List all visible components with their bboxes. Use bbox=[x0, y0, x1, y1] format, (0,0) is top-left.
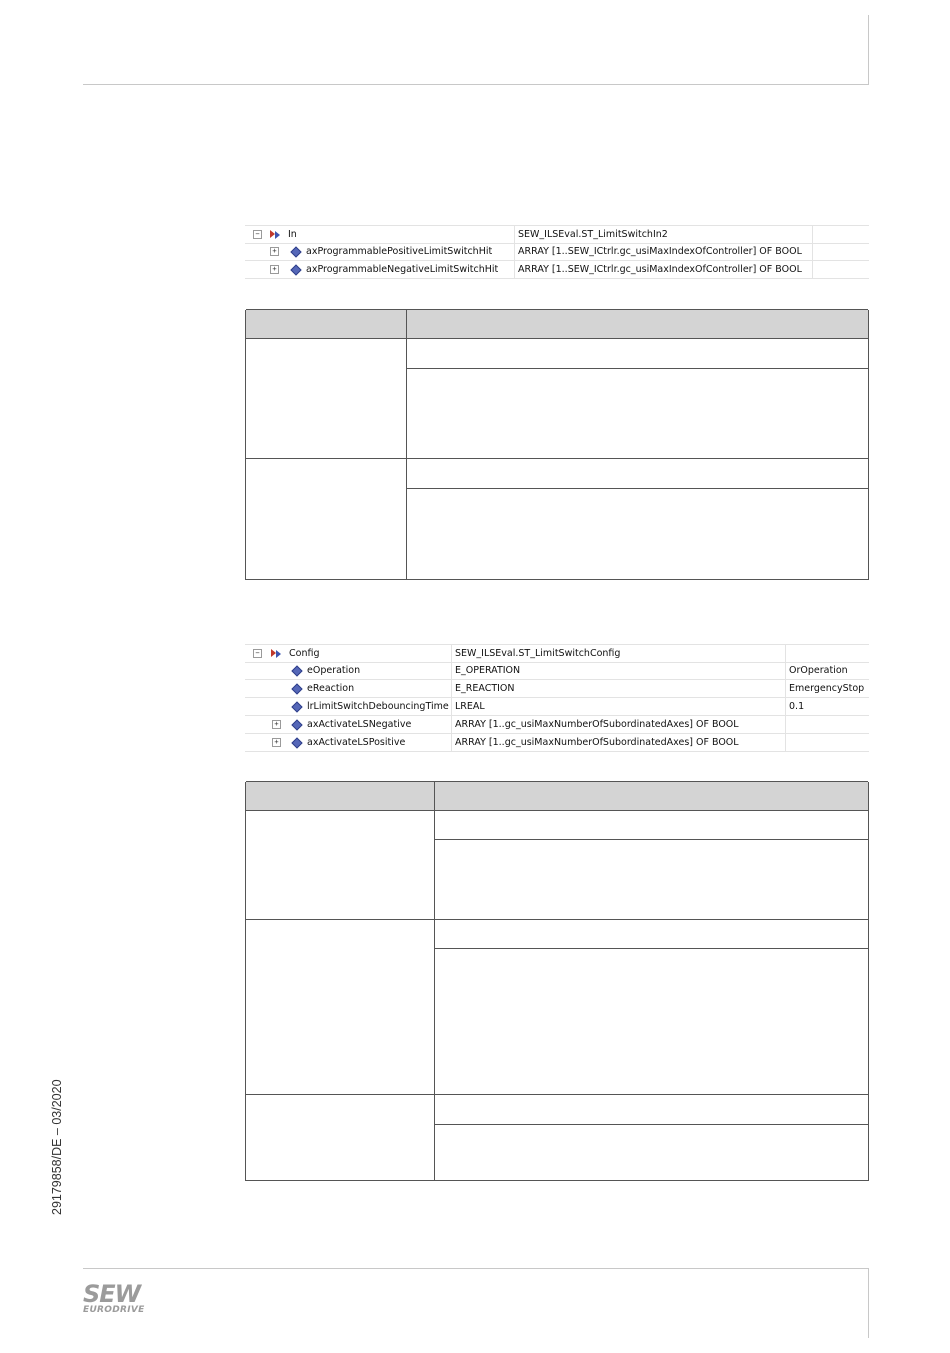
variable-name: axProgrammablePositiveLimitSwitchHit bbox=[306, 246, 493, 257]
row-divider bbox=[246, 919, 868, 920]
footer-rule bbox=[83, 1268, 869, 1269]
input-description-table bbox=[245, 310, 869, 580]
variable-type: SEW_ILSEval.ST_LimitSwitchIn2 bbox=[518, 229, 668, 240]
sew-eurodrive-logo bbox=[83, 1280, 145, 1315]
tree-row[interactable] bbox=[245, 698, 869, 716]
input-variable-tree bbox=[245, 225, 869, 279]
tree-row[interactable] bbox=[245, 243, 869, 261]
variable-icon bbox=[290, 246, 301, 257]
tree-row[interactable] bbox=[245, 261, 869, 279]
variable-name: eReaction bbox=[307, 683, 355, 694]
variable-name: Config bbox=[289, 648, 320, 659]
logo-main-text: SEW bbox=[83, 1280, 141, 1308]
table-header bbox=[246, 781, 868, 811]
footer-side-rule bbox=[868, 1268, 869, 1338]
variable-icon bbox=[291, 665, 302, 676]
tree-row[interactable] bbox=[245, 662, 869, 680]
collapse-icon[interactable]: − bbox=[253, 649, 262, 658]
variable-type: LREAL bbox=[455, 701, 485, 712]
variable-value: EmergencyStop bbox=[789, 683, 865, 694]
variable-icon bbox=[291, 719, 302, 730]
struct-icon bbox=[269, 229, 281, 240]
variable-type: ARRAY [1..gc_usiMaxNumberOfSubordinatedAxes] OF BOOL bbox=[455, 719, 739, 730]
variable-icon bbox=[291, 737, 302, 748]
tree-row[interactable] bbox=[245, 644, 869, 663]
header-rule bbox=[83, 84, 869, 85]
column-divider bbox=[434, 782, 435, 1180]
config-variable-tree bbox=[245, 644, 869, 752]
struct-icon bbox=[270, 648, 282, 659]
tree-row[interactable] bbox=[245, 734, 869, 752]
variable-type: SEW_ILSEval.ST_LimitSwitchConfig bbox=[455, 648, 621, 659]
config-description-table bbox=[245, 782, 869, 1181]
row-divider bbox=[434, 839, 868, 840]
expand-icon[interactable]: + bbox=[270, 265, 279, 274]
variable-name: axProgrammableNegativeLimitSwitchHit bbox=[306, 264, 499, 275]
collapse-icon[interactable]: − bbox=[253, 230, 262, 239]
variable-type: ARRAY [1..SEW_ICtrlr.gc_usiMaxIndexOfController] OF BOOL bbox=[518, 264, 802, 275]
variable-icon bbox=[290, 264, 301, 275]
variable-type: ARRAY [1..SEW_ICtrlr.gc_usiMaxIndexOfController] OF BOOL bbox=[518, 246, 802, 257]
tree-row[interactable] bbox=[245, 680, 869, 698]
row-divider bbox=[434, 948, 868, 949]
variable-icon bbox=[291, 701, 302, 712]
tree-row[interactable] bbox=[245, 716, 869, 734]
expand-icon[interactable]: + bbox=[270, 247, 279, 256]
row-divider bbox=[246, 1094, 868, 1095]
variable-name: In bbox=[288, 229, 297, 240]
tree-row[interactable] bbox=[245, 225, 869, 244]
header-side-rule bbox=[868, 15, 869, 85]
expand-icon[interactable]: + bbox=[272, 720, 281, 729]
variable-value: OrOperation bbox=[789, 665, 848, 676]
table-header bbox=[246, 309, 868, 339]
variable-type: E_OPERATION bbox=[455, 665, 521, 676]
variable-name: axActivateLSPositive bbox=[307, 737, 406, 748]
row-divider bbox=[434, 1124, 868, 1125]
variable-value: 0.1 bbox=[789, 701, 805, 712]
row-divider bbox=[406, 368, 868, 369]
variable-type: E_REACTION bbox=[455, 683, 515, 694]
expand-icon[interactable]: + bbox=[272, 738, 281, 747]
variable-type: ARRAY [1..gc_usiMaxNumberOfSubordinatedAxes] OF BOOL bbox=[455, 737, 739, 748]
variable-icon bbox=[291, 683, 302, 694]
document-code: 29179858/DE – 03/2020 bbox=[50, 1079, 64, 1215]
logo-sub-text: EURODRIVE bbox=[83, 1305, 145, 1315]
variable-name: eOperation bbox=[307, 665, 361, 676]
variable-name: axActivateLSNegative bbox=[307, 719, 412, 730]
row-divider bbox=[406, 488, 868, 489]
variable-name: lrLimitSwitchDebouncingTime bbox=[307, 701, 449, 712]
column-divider bbox=[406, 310, 407, 579]
row-divider bbox=[246, 458, 868, 459]
